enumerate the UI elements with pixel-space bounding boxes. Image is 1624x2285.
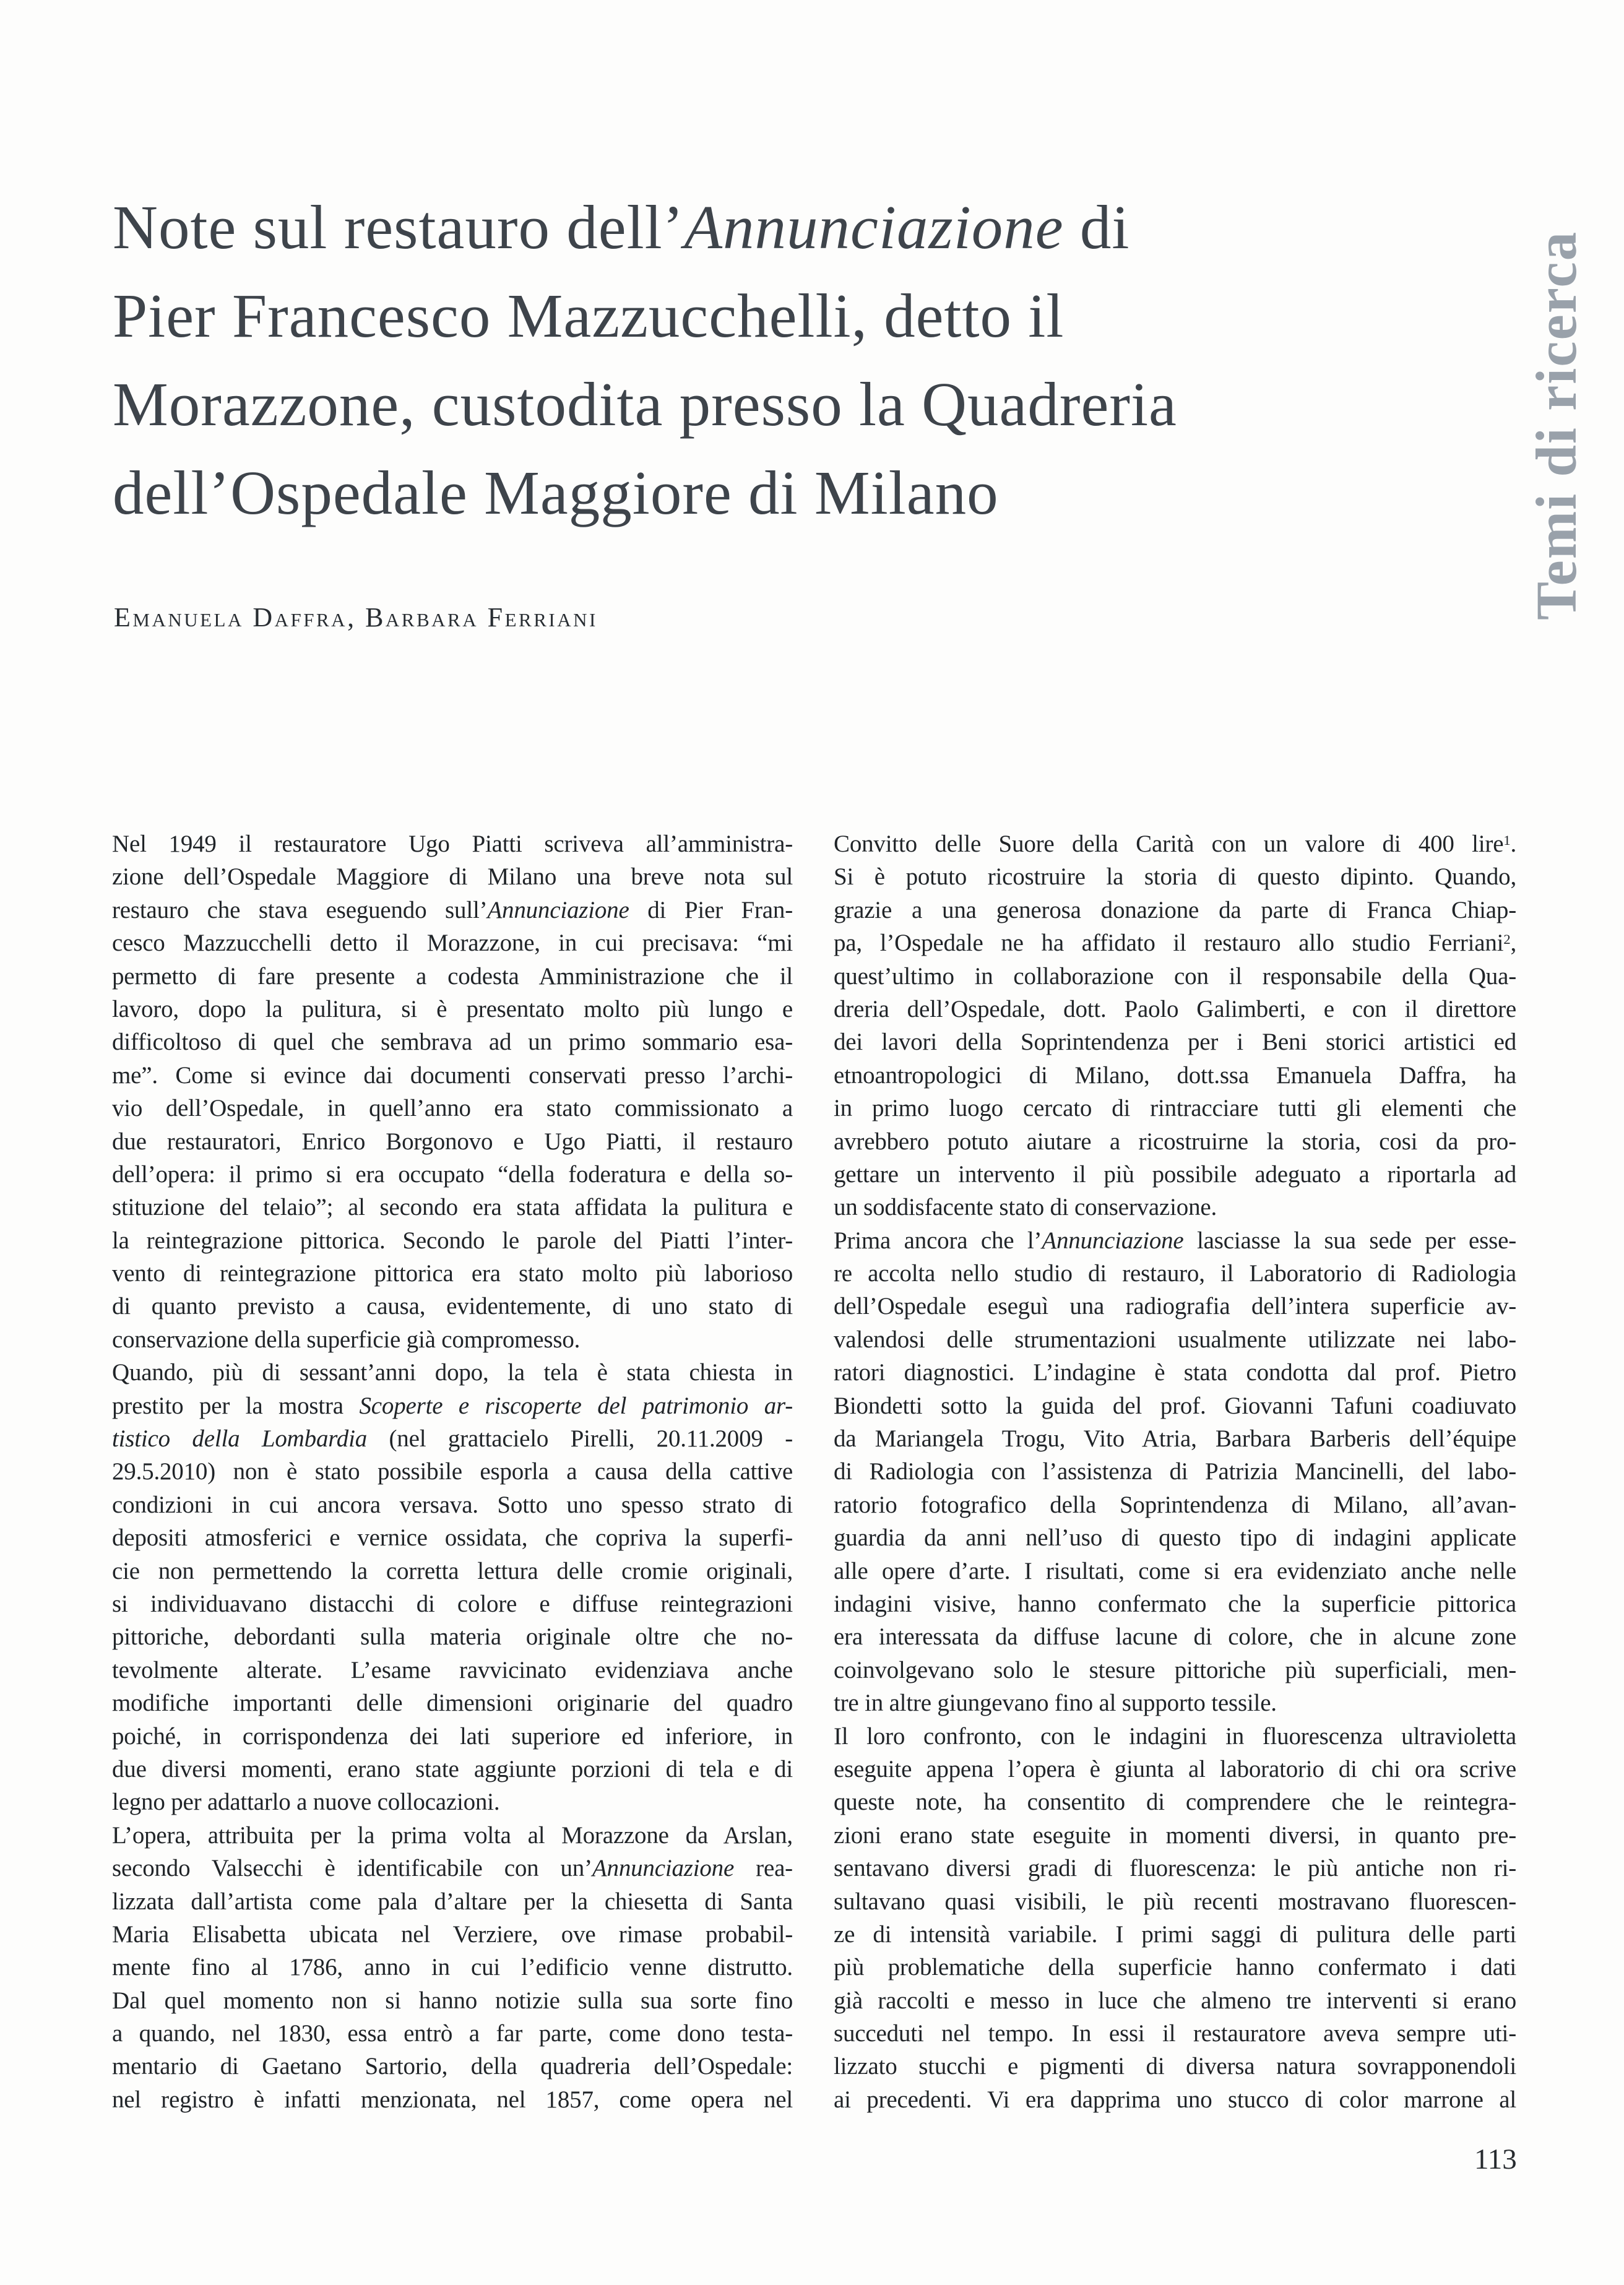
text-line: Prima ancora che l’Annunciazione lasciasse la sua sede per esse-	[834, 1227, 1517, 1254]
page-number: 113	[1474, 2143, 1517, 2175]
footnote-marker: 1	[1503, 832, 1511, 848]
text-line: Dal quel momento non si hanno notizie sulla sua sorte fino	[112, 1987, 793, 2014]
text-line: tistico della Lombardia (nel grattacielo Pirelli, 20.11.2009 -	[112, 1425, 793, 1453]
text-line: tre in altre giungevano fino al supporto tessile.	[834, 1690, 1277, 1717]
text-line: nel registro è infatti menzionata, nel 1857, come opera nel	[112, 2086, 793, 2113]
text-line: re accolta nello studio di restauro, il Laboratorio di Radiologia	[834, 1260, 1516, 1287]
text-line: depositi atmosferici e vernice ossidata, che copriva la superfi-	[112, 1524, 793, 1552]
text-line: 29.5.2010) non è stato possibile esporla a causa della cattive	[112, 1458, 793, 1485]
paragraph	[834, 827, 1516, 860]
italic-text: Annunciazione	[684, 192, 1064, 262]
text-line: due restauratori, Enrico Borgonovo e Ugo Piatti, il restauro	[112, 1128, 793, 1155]
text-line: un soddisfacente stato di conservazione.	[834, 1194, 1217, 1221]
italic-text: Annunciazione	[1042, 1227, 1184, 1254]
text-line: conservazione della superficie già compromesso.	[112, 1326, 581, 1353]
text-line: dell’opera: il primo si era occupato “della foderatura e della so-	[112, 1160, 793, 1188]
text-line: Maria Elisabetta ubicata nel Verziere, ove rimase probabil-	[112, 1920, 793, 1948]
paragraph	[834, 1720, 1516, 2117]
text-line: già raccolti e messo in luce che almeno tre interventi si erano	[834, 1987, 1516, 2014]
text-line: mente fino al 1786, anno in cui l’edificio venne distrutto.	[112, 1954, 793, 1981]
text-line: cesco Mazzucchelli detto il Morazzone, in cui precisava: “mi	[112, 930, 793, 957]
text-line: si individuavano distacchi di colore e diffuse reintegrazioni	[112, 1590, 793, 1617]
text-line: più problematiche della superficie hanno confermato i dati	[834, 1954, 1516, 1981]
text-line: restauro che stava eseguendo sull’Annunciazione di Pier Fran-	[112, 896, 793, 923]
text-line: dreria dell’Ospedale, dott. Paolo Galimberti, e con il direttore	[834, 995, 1516, 1022]
text-line: poiché, in corrispondenza dei lati superiore ed inferiore, in	[112, 1722, 793, 1750]
text-line: queste note, ha consentito di comprendere che le reintegra-	[834, 1789, 1516, 1816]
text-line: modifiche importanti delle dimensioni originarie del quadro	[112, 1690, 793, 1717]
text-line: zione dell’Ospedale Maggiore di Milano una breve nota sul	[112, 863, 793, 891]
text-line: gettare un intervento il più possibile adeguato a riportarla ad	[834, 1160, 1516, 1188]
text-line: Il loro confronto, con le indagini in fluorescenza ultravioletta	[834, 1722, 1516, 1750]
paragraph	[834, 1224, 1516, 1720]
paragraph	[112, 827, 793, 1356]
text-line: in primo luogo cercato di rintracciare tutti gli elementi che	[834, 1095, 1516, 1122]
text-line: ratori diagnostici. L’indagine è stata condotta dal prof. Pietro	[834, 1359, 1516, 1386]
text-line: eseguite appena l’opera è giunta al laboratorio di chi ora scrive	[834, 1755, 1516, 1782]
text-line: condizioni in cui ancora versava. Sotto uno spesso strato di	[112, 1491, 793, 1518]
article-title	[113, 183, 1474, 537]
text-line: Convitto delle Suore della Carità con un valore di 400 lire$^1$.	[834, 831, 1516, 857]
text-line: sentavano diversi gradi di fluorescenza: le più antiche non ri-	[834, 1855, 1516, 1882]
text-line: Nel 1949 il restauratore Ugo Piatti scriveva all’amministra-	[112, 831, 793, 857]
authors-line: Emanuela Daffra, Barbara Ferriani	[114, 602, 598, 633]
text-line: ze di intensità variabile. I primi saggi di pulitura delle parti	[834, 1920, 1516, 1948]
text-line: lizzata dall’artista come pala d’altare per la chiesetta di Santa	[112, 1888, 793, 1915]
text-line: quest’ultimo in collaborazione con il responsabile della Qua-	[834, 962, 1516, 990]
italic-text: Scoperte e riscoperte del patrimonio ar-	[359, 1392, 793, 1419]
text-line: era interessata da diffuse lacune di colore, che in alcune zone	[834, 1623, 1516, 1651]
text-line: di quanto previsto a causa, evidentemente, di uno stato di	[112, 1293, 793, 1320]
text-line: da Mariangela Trogu, Vito Atria, Barbara Barberis dell’équipe	[834, 1425, 1516, 1453]
text-line: pa, l’Ospedale ne ha affidato il restauro allo studio Ferriani$^2$,	[834, 930, 1516, 957]
text-line: lizzato stucchi e pigmenti di diversa natura sovrapponendoli	[834, 2053, 1516, 2080]
text-line: succeduti nel tempo. In essi il restauratore aveva sempre uti-	[834, 2020, 1516, 2047]
text-line: indagini visive, hanno confermato che la superficie pittorica	[834, 1590, 1516, 1617]
text-line: vento di reintegrazione pittorica era stato molto più laborioso	[112, 1260, 793, 1287]
text-line: pittoriche, debordanti sulla materia originale oltre che no-	[112, 1623, 793, 1651]
text-line: zioni erano state eseguite in momenti diversi, in quanto pre-	[834, 1821, 1516, 1849]
text-line: secondo Valsecchi è identificabile con un’Annunciazione rea-	[112, 1855, 793, 1882]
text-line: Biondetti sotto la guida del prof. Giovanni Tafuni coadiuvato	[834, 1392, 1516, 1419]
text-line: tevolmente alterate. L’esame ravvicinato evidenziava anche	[112, 1656, 793, 1683]
section-label-vertical: Temi di ricerca	[1525, 230, 1589, 620]
text-line: avrebbero potuto aiutare a ricostruirne la storia, cosi da pro-	[834, 1128, 1516, 1155]
text-line: due diversi momenti, erano state aggiunte porzioni di tela e di	[112, 1755, 793, 1782]
paragraph	[834, 860, 1516, 1224]
text-line: sultavano quasi visibili, le più recenti mostravano fluorescen-	[834, 1888, 1516, 1915]
text-line: dell’Ospedale eseguì una radiografia dell’intera superficie av-	[834, 1293, 1516, 1320]
text-line: me”. Come si evince dai documenti conservati presso l’archi-	[112, 1061, 793, 1089]
text-line: alle opere d’arte. I risultati, come si era evidenziato anche nelle	[834, 1557, 1516, 1584]
italic-text: Annunciazione	[592, 1855, 735, 1882]
text-line: dei lavori della Soprintendenza per i Beni storici artistici ed	[834, 1029, 1516, 1056]
title-line: Pier Francesco Mazzucchelli, detto il	[113, 281, 1065, 350]
paragraph	[112, 1356, 793, 1818]
text-line: L’opera, attribuita per la prima volta al Morazzone da Arslan,	[112, 1821, 793, 1849]
text-line: ratorio fotografico della Soprintendenza di Milano, all’avan-	[834, 1491, 1516, 1518]
text-line: grazie a una generosa donazione da parte di Franca Chiap-	[834, 896, 1516, 923]
text-line: cie non permettendo la corretta lettura delle cromie originali,	[112, 1557, 793, 1584]
title-line: Note sul restauro dell’Annunciazione di	[113, 192, 1130, 262]
text-line: stituzione del telaio”; al secondo era stata affidata la pulitura e	[112, 1194, 793, 1221]
italic-text: Annunciazione	[487, 896, 629, 923]
text-line: coinvolgevano solo le stesure pittoriche più superficiali, men-	[834, 1656, 1516, 1683]
text-line: vio dell’Ospedale, in quell’anno era stato commissionato a	[112, 1095, 793, 1122]
text-line: la reintegrazione pittorica. Secondo le parole del Piatti l’inter-	[112, 1227, 793, 1254]
text-line: ai precedenti. Vi era dapprima uno stucco di color marrone al	[834, 2086, 1516, 2113]
title-line: dell’Ospedale Maggiore di Milano	[113, 458, 999, 527]
text-line: etnoantropologici di Milano, dott.ssa Emanuela Daffra, ha	[834, 1061, 1516, 1089]
text-line: Quando, più di sessant’anni dopo, la tela è stata chiesta in	[112, 1359, 793, 1386]
text-line: Si è potuto ricostruire la storia di questo dipinto. Quando,	[834, 863, 1516, 891]
text-line: a quando, nel 1830, essa entrò a far parte, come dono testa-	[112, 2020, 793, 2047]
text-line: mentario di Gaetano Sartorio, della quadreria dell’Ospedale:	[112, 2053, 793, 2080]
text-line: valendosi delle strumentazioni usualmente utilizzate nei labo-	[834, 1326, 1516, 1353]
text-column-left	[112, 827, 793, 2116]
text-line: lavoro, dopo la pulitura, si è presentato molto più lungo e	[112, 995, 793, 1022]
title-line: Morazzone, custodita presso la Quadreria	[113, 369, 1177, 439]
paragraph	[112, 1819, 793, 2117]
text-line: di Radiologia con l’assistenza di Patrizia Mancinelli, del labo-	[834, 1458, 1516, 1485]
text-line: prestito per la mostra Scoperte e riscoperte del patrimonio ar-	[112, 1392, 793, 1419]
text-line: permetto di fare presente a codesta Amministrazione che il	[112, 962, 793, 990]
text-line: guardia da anni nell’uso di questo tipo di indagini applicate	[834, 1524, 1516, 1552]
italic-text: tistico della Lombardia	[112, 1425, 368, 1453]
text-line: difficoltoso di quel che sembrava ad un primo sommario esa-	[112, 1029, 793, 1056]
text-line: legno per adattarlo a nuove collocazioni.	[112, 1789, 500, 1816]
footnote-marker: 2	[1503, 931, 1511, 947]
text-column-right	[834, 827, 1516, 2116]
